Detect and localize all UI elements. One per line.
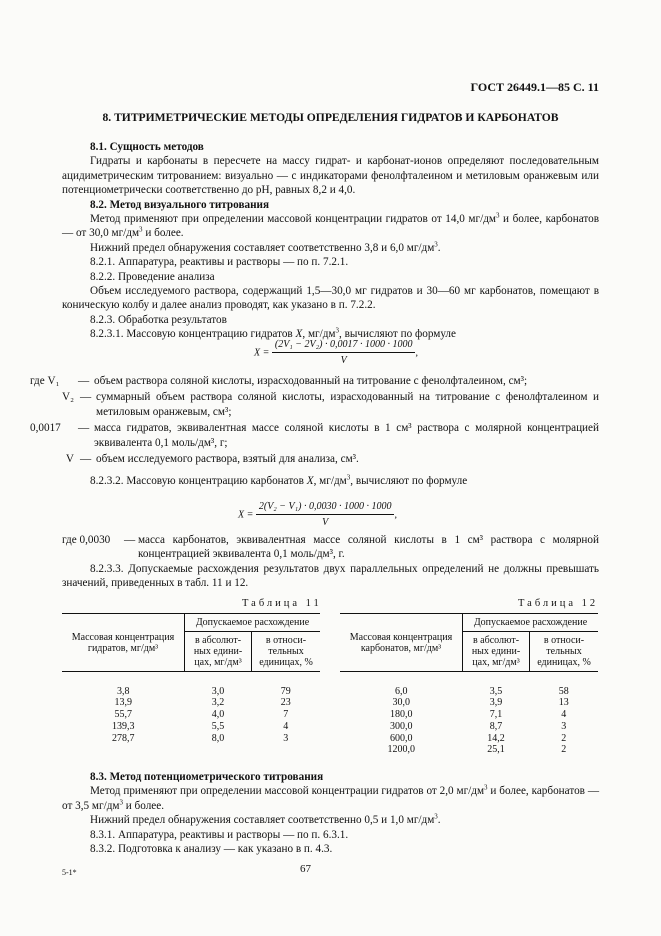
table-12-col-relative: в относи-тельных единицах, % <box>530 632 599 672</box>
formula-carbonates <box>238 500 397 531</box>
section-8-2-title: 8.2. Метод визуального титрования <box>90 198 270 211</box>
formula-1-denominator: V <box>340 355 347 367</box>
formula-1-numerator: (2V₁ − 2V₂) · 0,0017 · 1000 · 1000 <box>272 338 416 353</box>
table-11-caption: Таблица 11 <box>242 598 322 609</box>
formula-1-fraction <box>272 338 416 369</box>
section-8-2-3-1: 8.2.3.1. Массовую концентрацию гидратов X, $мг/дм^3$, вычисляют по формуле <box>90 326 456 341</box>
section-8-2-2-text: Объем исследуемого раствора, содержащий 1,5—30,0 мг гидратов и 30—60 мг карбонатов, помещают в коническую колбу и далее анализ проводят, как указано в п. 7.2.2. <box>62 285 599 312</box>
table-11 <box>62 613 320 744</box>
section-8-2-3: 8.2.3. Обработка результатов <box>90 313 227 326</box>
footer-signature: 5-1* <box>62 868 77 877</box>
table-12 <box>340 613 598 756</box>
table-11-col-concentration: Массовая концентрация гидратов, мг/дм³ <box>71 631 175 654</box>
formula-2-definition: где 0,0030 — масса карбонатов, эквивалентная массе соляной кислоты в 1 см³ раствора с молярной концентрацией эквивалента 0,1 моль/дм³, г. <box>62 534 599 561</box>
section-8-title: 8. ТИТРИМЕТРИЧЕСКИЕ МЕТОДЫ ОПРЕДЕЛЕНИЯ ГИДРАТОВ И КАРБОНАТОВ <box>102 111 559 124</box>
section-8-2-para-2: Нижний предел обнаружения составляет соответственно 3,8 и 6,0 $мг/дм^3$. <box>90 240 441 254</box>
section-8-3-1: 8.3.1. Аппаратура, реактивы и растворы — по п. 6.3.1. <box>90 828 349 841</box>
table-12-col-absolute: в абсолют-ных едини-цах, мг/дм³ <box>463 632 530 672</box>
table-12-col-concentration: Массовая концентрация карбонатов, мг/дм³ <box>349 631 453 654</box>
page-number: 67 <box>300 863 311 875</box>
table-row: 3,8 3,0 79 <box>117 685 291 697</box>
section-8-1-2-block <box>62 140 599 342</box>
definition-row: V — объем исследуемого раствора, взятый для анализа, см³. <box>65 453 359 466</box>
section-8-2-para-1: Метод применяют при определении массовой концентрации гидратов от 14,0 $мг/дм^3$ и более, карбонатов — от 30,0 $мг/дм^3$ и более. <box>62 211 600 240</box>
section-8-2-2: 8.2.2. Проведение анализа <box>90 270 215 283</box>
section-8-2-3-2: 8.2.3.2. Массовую концентрацию карбонатов X, $мг/дм^3$, вычисляют по формуле <box>90 473 468 487</box>
section-8-1-text: Гидраты и карбонаты в пересчете на массу гидрат- и карбонат-ионов определяют последовательным ацидиметрическим титрованием: визуально — с индикаторами фенолфталеином и метиловым оранжевым или потенциометрически соответственно до pH, равных 8,2 и 4,0. <box>62 155 599 197</box>
table-11-col-relative: в относи-тельных единицах, % <box>252 632 321 672</box>
page-header: ГОСТ 26449.1—85 С. 11 <box>470 80 599 94</box>
definition-row: V₂ — суммарный объем раствора соляной кислоты, израсходованный на титрование с фенолфталеином и метиловым оранжевым, см³; <box>62 391 599 418</box>
section-8-2-1: 8.2.1. Аппаратура, реактивы и растворы — по п. 7.2.1. <box>90 256 349 269</box>
formula-hydrates <box>254 338 418 369</box>
formula-2-numerator: 2(V₂ − V₁) · 0,0030 · 1000 · 1000 <box>256 500 395 515</box>
formula-1-tail: , <box>415 347 418 359</box>
table-row: 13,9 3,2 23 <box>114 697 291 709</box>
table-row: 139,3 5,5 4 <box>112 720 289 732</box>
table-row: 6,0 3,5 58 <box>395 685 569 697</box>
formula-2-tail: , <box>394 509 397 521</box>
formula-2-lhs: X = <box>238 509 254 521</box>
table-row: 600,0 14,2 2 <box>390 732 567 744</box>
section-8-1-title: 8.1. Сущность методов <box>90 141 204 153</box>
table-11-group-header: Допускаемое расхождение <box>185 614 321 632</box>
section-8-3-title: 8.3. Метод потенциометрического титрования <box>90 771 324 783</box>
section-8-2-3-3: 8.2.3.3. Допускаемые расхождения результатов двух параллельных определений не должны превышать значений, приведенных в табл. 11 и 12. <box>62 563 599 590</box>
table-11-col-absolute: в абсолют-ных едини-цах, мг/дм³ <box>185 632 252 672</box>
section-8-3-para-2: Нижний предел обнаружения составляет соответственно 0,5 и 1,0 $мг/дм^3$. <box>90 812 441 827</box>
formula-1-lhs: X = <box>254 347 270 359</box>
table-row: 1200,0 25,1 2 <box>387 744 567 756</box>
formula-2-fraction <box>256 500 395 531</box>
section-8-3-block <box>62 770 599 856</box>
table-row: 55,7 4,0 7 <box>114 709 289 721</box>
section-8-3-2: 8.3.2. Подготовка к анализу — как указано в п. 4.3. <box>90 843 333 856</box>
table-row: 300,0 8,7 3 <box>390 720 567 732</box>
table-row: 180,0 7,1 4 <box>390 709 567 721</box>
formula-2-denominator: V <box>322 517 329 529</box>
table-row: 30,0 3,9 13 <box>392 697 569 709</box>
formula-1-definitions <box>30 374 599 466</box>
table-12-group-header: Допускаемое расхождение <box>463 614 599 632</box>
section-8-3-para-1: Метод применяют при определении массовой концентрации гидратов от 2,0 $мг/дм^3$ и более, карбонатов — от 3,5 $мг/дм^3$ и более. <box>62 783 600 812</box>
definition-row: 0,0017 — масса гидратов, эквивалентная массе соляной кислоты в 1 см³ раствора с молярной концентрацией эквивалента 0,1 моль/дм³, г; <box>30 422 599 449</box>
definition-row: где V₁ — объем раствора соляной кислоты, израсходованный на титрование с фенолфталеином, см³; <box>30 375 528 387</box>
table-row: 278,7 8,0 3 <box>112 732 289 744</box>
table-12-caption: Таблица 12 <box>518 598 599 609</box>
